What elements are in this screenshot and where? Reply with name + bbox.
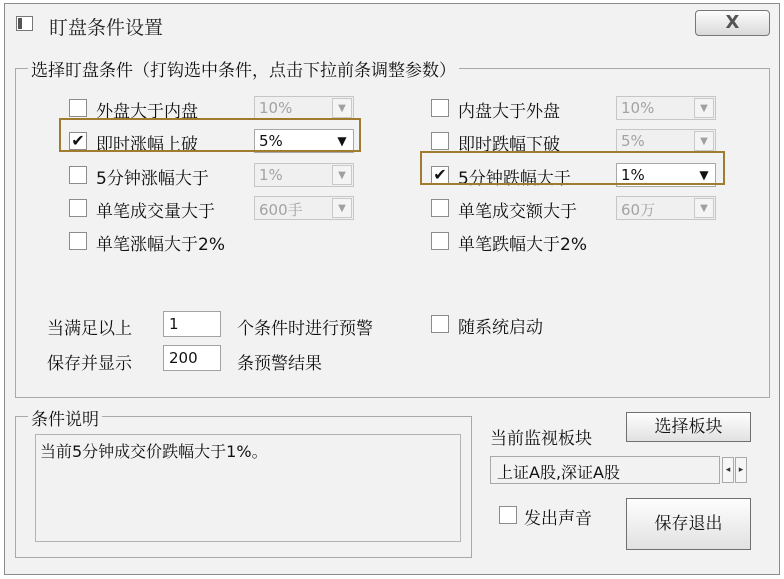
condition-left-2-dropdown[interactable] (254, 163, 354, 187)
condition-right-0-value: 10% (621, 99, 655, 117)
description-group-title: 条件说明 (28, 405, 102, 430)
sound-checkbox[interactable] (499, 506, 517, 524)
condition-left-2-value: 1% (259, 166, 283, 184)
description-text: 当前5分钟成交价跌幅大于1%。 (35, 434, 461, 542)
condition-right-1-label: 即时跌幅下破 (458, 135, 560, 155)
scroll-right-icon[interactable]: ▸ (735, 457, 747, 483)
app-icon (16, 16, 33, 31)
condition-right-1-dropdown[interactable] (616, 129, 716, 153)
condition-right-2-value: 1% (621, 166, 645, 184)
condition-right-1-checkbox[interactable] (431, 132, 449, 150)
condition-left-1-checkbox[interactable]: ✔ (69, 132, 87, 150)
monitor-label: 当前监视板块 (490, 429, 592, 449)
condition-right-4-checkbox[interactable] (431, 232, 449, 250)
condition-left-2-checkbox[interactable] (69, 166, 87, 184)
chevron-down-icon[interactable]: ▼ (694, 198, 714, 218)
condition-left-0-dropdown[interactable] (254, 96, 354, 120)
chevron-down-icon[interactable]: ▼ (332, 165, 352, 185)
condition-left-0-checkbox[interactable] (69, 99, 87, 117)
highlight-frame-right (420, 151, 725, 185)
window-title: 盯盘条件设置 (49, 17, 164, 39)
condition-right-1-value: 5% (621, 132, 645, 150)
scroll-left-icon[interactable]: ◂ (722, 457, 734, 483)
alert-suffix-label: 个条件时进行预警 (237, 319, 373, 339)
chevron-down-icon[interactable]: ▼ (694, 131, 714, 151)
close-button[interactable] (695, 10, 770, 36)
autostart-checkbox[interactable] (431, 315, 449, 333)
condition-right-0-dropdown[interactable] (616, 96, 716, 120)
save-exit-button[interactable]: 保存退出 (626, 498, 751, 550)
condition-right-3-value: 60万 (621, 201, 656, 219)
condition-right-2-checkbox[interactable]: ✔ (431, 166, 449, 184)
condition-right-4-label: 单笔跌幅大于2% (458, 235, 587, 255)
condition-right-3-checkbox[interactable] (431, 199, 449, 217)
select-block-button[interactable]: 选择板块 (626, 412, 751, 442)
condition-left-3-checkbox[interactable] (69, 199, 87, 217)
condition-left-1-label: 即时涨幅上破 (96, 135, 198, 155)
highlight-frame-left (59, 118, 361, 152)
chevron-down-icon[interactable]: ▼ (332, 198, 352, 218)
condition-left-1-value: 5% (259, 132, 283, 150)
save-prefix-label: 保存并显示 (47, 354, 132, 374)
alert-count-input[interactable]: 1 (163, 311, 221, 337)
condition-right-2-label: 5分钟跌幅大于 (458, 169, 571, 189)
chevron-down-icon[interactable]: ▼ (694, 165, 714, 185)
condition-left-3-dropdown[interactable] (254, 196, 354, 220)
condition-left-4-checkbox[interactable] (69, 232, 87, 250)
chevron-down-icon[interactable]: ▼ (332, 98, 352, 118)
condition-right-0-checkbox[interactable] (431, 99, 449, 117)
condition-left-0-label: 外盘大于内盘 (96, 102, 198, 122)
condition-right-3-dropdown[interactable] (616, 196, 716, 220)
alert-prefix-label: 当满足以上 (47, 319, 132, 339)
sound-label: 发出声音 (524, 509, 592, 529)
condition-right-3-label: 单笔成交额大于 (458, 202, 577, 222)
condition-left-4-label: 单笔涨幅大于2% (96, 235, 225, 255)
save-count-input[interactable]: 200 (163, 345, 221, 371)
condition-left-3-value: 600手 (259, 201, 303, 219)
condition-right-0-label: 内盘大于外盘 (458, 102, 560, 122)
chevron-down-icon[interactable]: ▼ (694, 98, 714, 118)
condition-left-2-label: 5分钟涨幅大于 (96, 169, 209, 189)
conditions-group-title: 选择盯盘条件（打钩选中条件，点击下拉前条调整参数） (28, 56, 459, 81)
title-bar (5, 4, 779, 44)
save-suffix-label: 条预警结果 (237, 354, 322, 374)
current-blocks-field: 上证A股,深证A股 (490, 456, 720, 484)
close-icon: X (725, 12, 740, 33)
dialog-window (4, 3, 780, 575)
autostart-label: 随系统启动 (458, 318, 543, 338)
chevron-down-icon[interactable]: ▼ (332, 131, 352, 151)
condition-left-3-label: 单笔成交量大于 (96, 202, 215, 222)
condition-left-0-value: 10% (259, 99, 293, 117)
